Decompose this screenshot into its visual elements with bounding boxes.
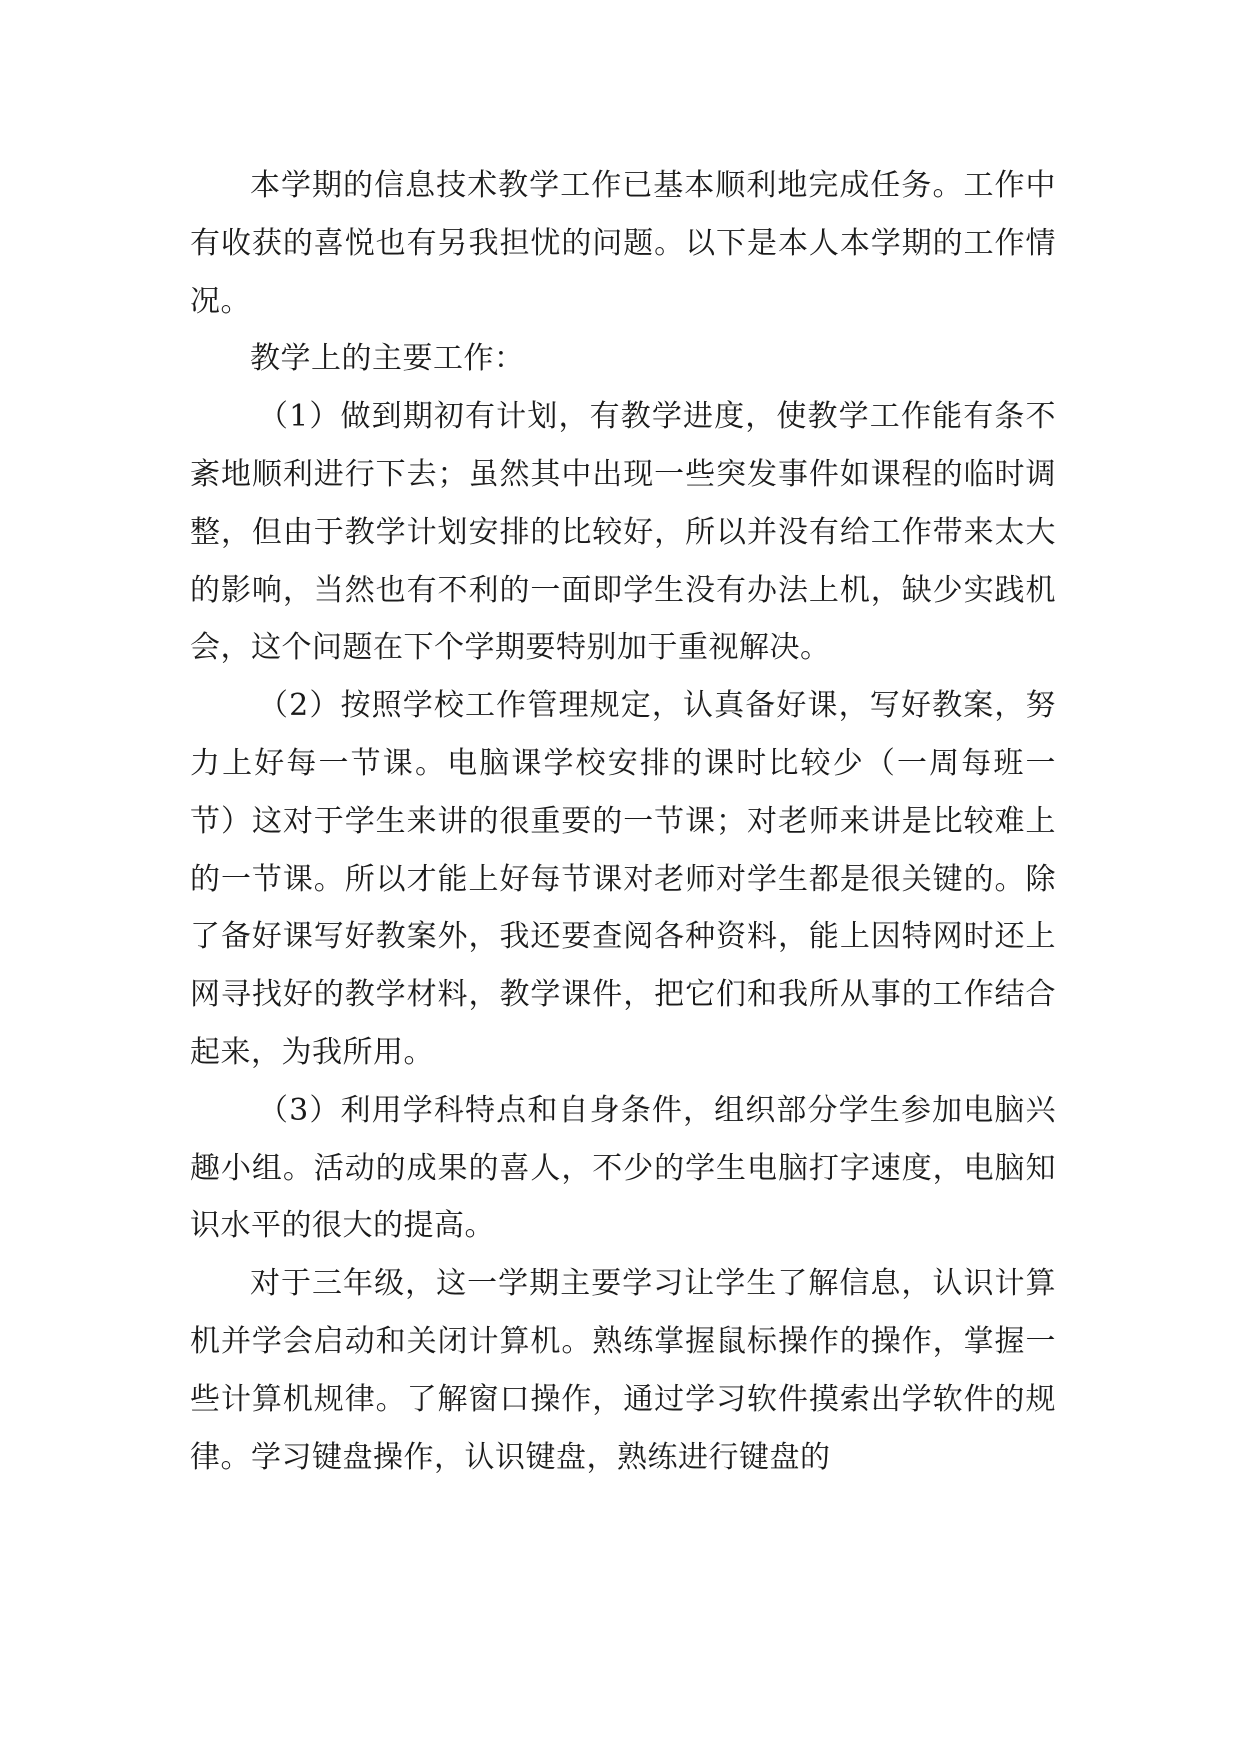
paragraph-heading-main-work: 教学上的主要工作： [250, 341, 525, 377]
document-body [190, 157, 1056, 1486]
paragraph-item-1: （1）做到期初有计划，有教学进度，使教学工作能有条不紊地顺利进行下去；虽然其中出现一些突发事件如课程的临时调整，但由于教学计划安排的比较好，所以并没有给工作带来太大的影响，当然也有不利的一面即学生没有办法上机，缺少实践机会，这个问题在下个学期要特别加于重视解决。 [190, 399, 1056, 666]
paragraph-intro: 本学期的信息技术教学工作已基本顺利地完成任务。工作中有收获的喜悦也有另我担忧的问题。以下是本人本学期的工作情况。 [190, 168, 1056, 319]
paragraph-item-2: （2）按照学校工作管理规定，认真备好课，写好教案，努力上好每一节课。电脑课学校安排的课时比较少（一周每班一节）这对于学生来讲的很重要的一节课；对老师来讲是比较难上的一节课。所以才能上好每节课对老师对学生都是很关键的。除了备好课写好教案外，我还要查阅各种资料，能上因特网时还上网寻找好的教学材料，教学课件，把它们和我所从事的工作结合起来，为我所用。 [190, 688, 1056, 1070]
paragraph-grade-three: 对于三年级，这一学期主要学习让学生了解信息，认识计算机并学会启动和关闭计算机。熟练掌握鼠标操作的操作，掌握一些计算机规律。了解窗口操作，通过学习软件摸索出学软件的规律。学习键盘操作，认识键盘，熟练进行键盘的 [190, 1266, 1056, 1475]
paragraph-item-3: （3）利用学科特点和自身条件，组织部分学生参加电脑兴趣小组。活动的成果的喜人，不少的学生电脑打字速度，电脑知识水平的很大的提高。 [190, 1092, 1056, 1244]
